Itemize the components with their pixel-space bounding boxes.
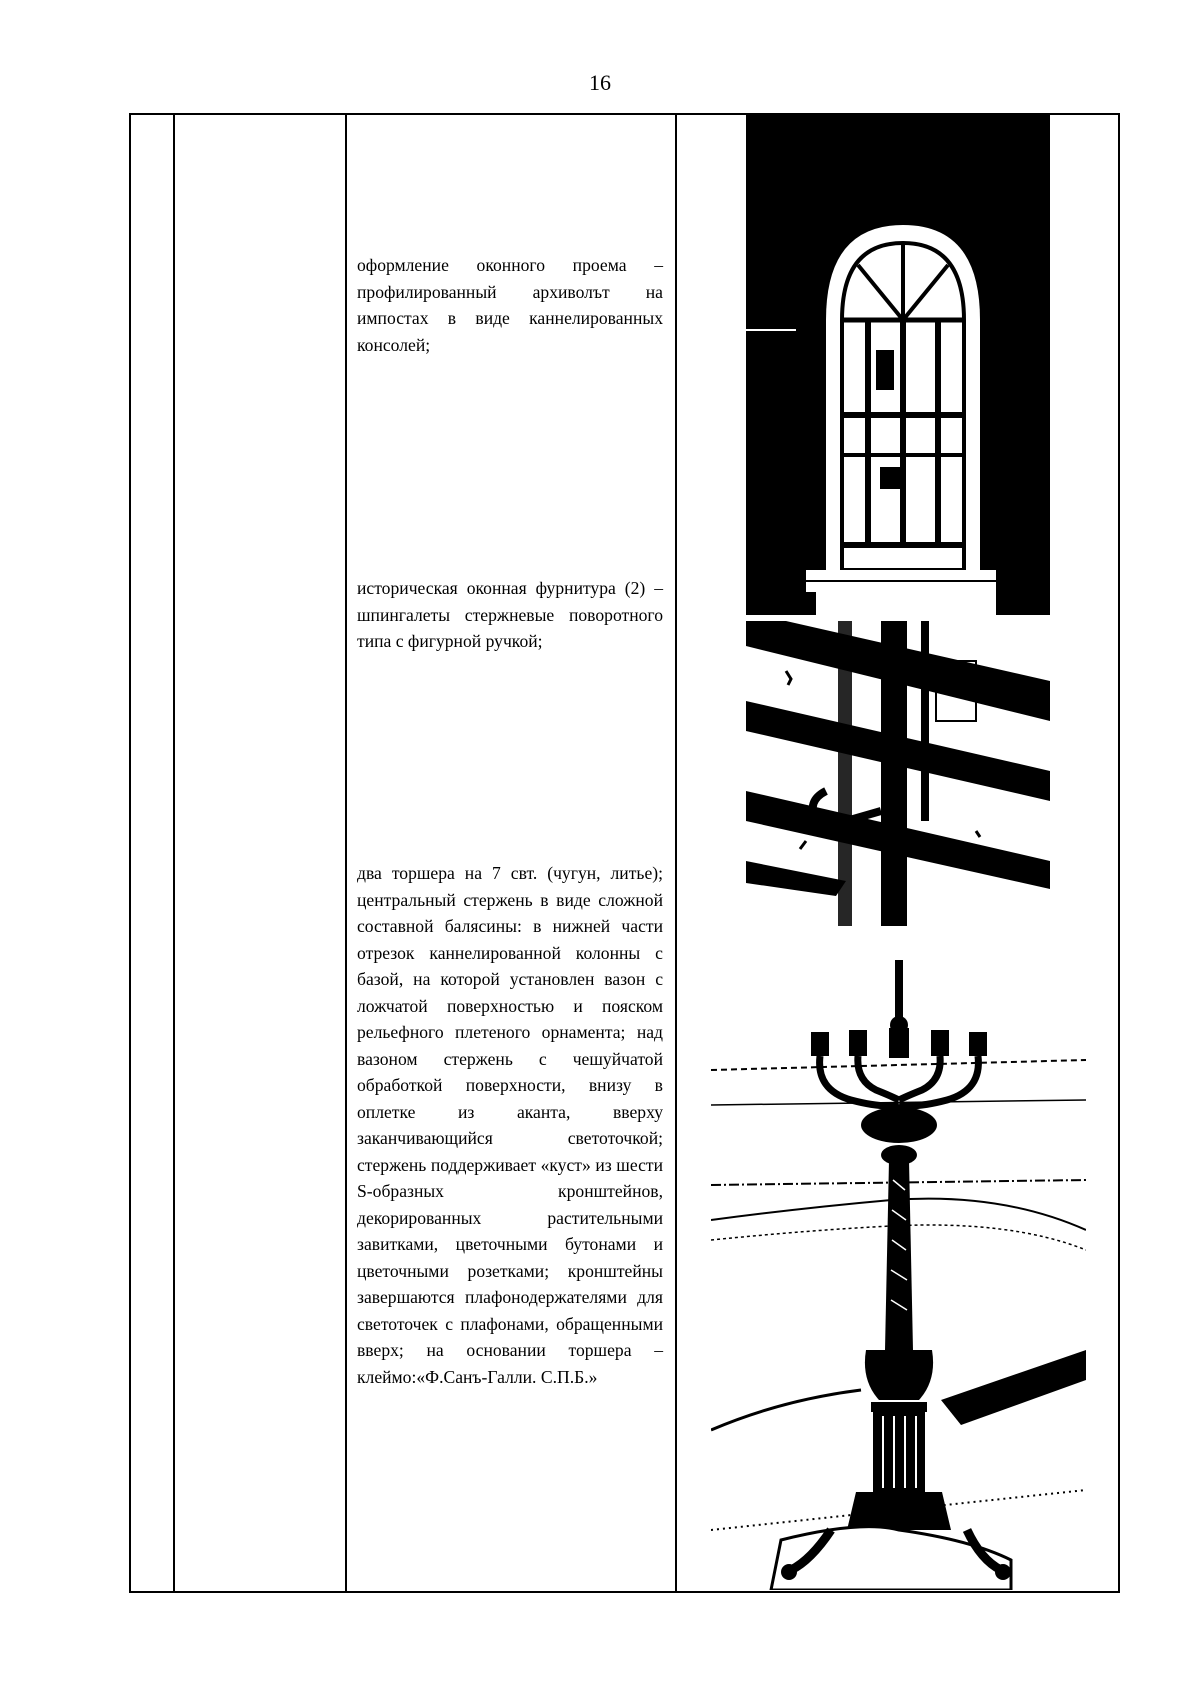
floor-lamp-photo <box>711 930 1086 1590</box>
column-divider <box>173 115 175 1591</box>
window-opening-description: оформление оконного проема – профилированный архиволът на импостах в виде каннелированных консолей; <box>357 255 663 355</box>
page-number: 16 <box>589 70 611 95</box>
window-hardware-description: историческая оконная фурнитура (2) – шпингалеты стержневые поворотного типа с фигурной ручкой; <box>357 578 663 651</box>
floor-lamp-description: два торшера на 7 свт. (чугун, литье); центральный стержень в виде сложной составной балясины: в нижней части отрезок каннелированной колонны с базой, на которой установлен вазон с ложчатой поверхностью и пояском рельефного плетеного орнамента; над вазоном стержень с чешуйчатой обработкой поверхности, внизу в оплетке из аканта, вверху заканчивающийся светоточкой; стержень поддерживает «куст» из шести S-образных кронштейнов, декорированных растительными завитками, цветочными бутонами и цветочными розетками; кронштейны завершаются плафонодержателями для светоточек с плафонами, обращенными вверх; на основании торшера – клеймо:«Ф.Санъ-Галли. С.П.Б.» <box>357 863 663 1387</box>
column-divider <box>675 115 677 1591</box>
window-latch-photo <box>746 621 1050 926</box>
arched-window-photo <box>746 115 1050 615</box>
description-table <box>129 113 1120 1593</box>
column-divider <box>345 115 347 1591</box>
